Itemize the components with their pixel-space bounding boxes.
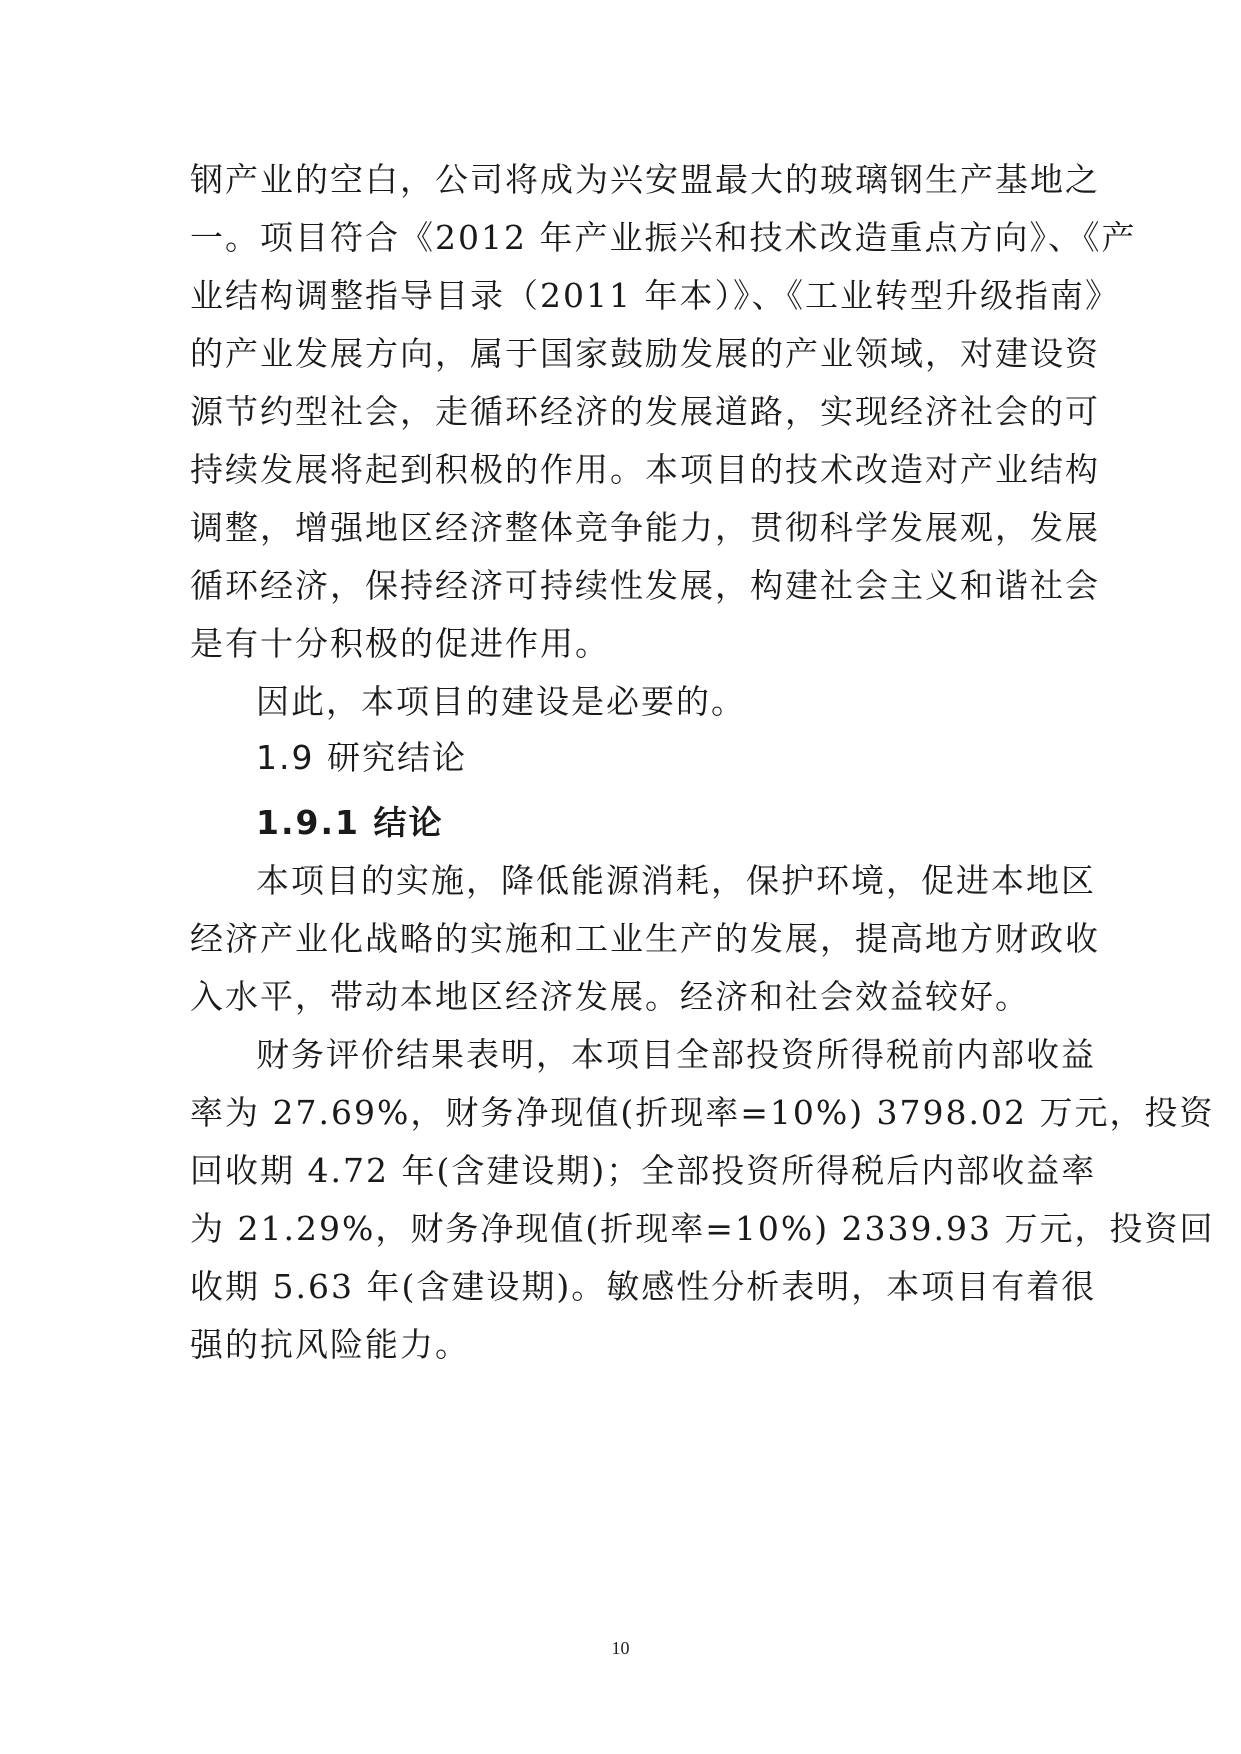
paragraph-1-line-3: 业结构调整指导目录（2011 年本）》、《工业转型升级指南》 [190,276,1120,315]
paragraph-4-line-3: 回收期 4.72 年(含建设期)；全部投资所得税后内部收益率 [190,1151,1097,1190]
paragraph-1-line-6: 持续发展将起到积极的作用。本项目的技术改造对产业结构 [190,450,1100,489]
paragraph-4-line-2: 率为 27.69%，财务净现值(折现率=10%) 3798.02 万元，投资 [190,1093,1215,1132]
paragraph-1-line-4: 的产业发展方向，属于国家鼓励发展的产业领域，对建设资 [190,334,1100,373]
paragraph-1-line-1: 钢产业的空白，公司将成为兴安盟最大的玻璃钢生产基地之 [190,160,1100,199]
paragraph-1-line-8: 循环经济，保持经济可持续性发展，构建社会主义和谐社会 [190,566,1100,605]
subsection-heading: 1.9.1 结论 [256,803,444,842]
paragraph-3-line-1: 本项目的实施，降低能源消耗，保护环境，促进本地区 [256,861,1096,900]
paragraph-4-line-5: 收期 5.63 年(含建设期)。敏感性分析表明，本项目有着很 [190,1267,1097,1306]
paragraph-1-line-2: 一。项目符合《2012 年产业振兴和技术改造重点方向》、《产 [190,218,1137,257]
paragraph-4-line-4: 为 21.29%，财务净现值(折现率=10%) 2339.93 万元，投资回 [190,1209,1215,1248]
paragraph-1-line-5: 源节约型社会，走循环经济的发展道路，实现经济社会的可 [190,392,1100,431]
page-number: 10 [611,1638,630,1658]
paragraph-1-line-9: 是有十分积极的促进作用。 [190,624,610,663]
paragraph-4-line-6: 强的抗风险能力。 [190,1325,470,1364]
paragraph-2: 因此，本项目的建设是必要的。 [256,682,746,721]
paragraph-3-line-2: 经济产业化战略的实施和工业生产的发展，提高地方财政收 [190,919,1100,958]
paragraph-4-line-1: 财务评价结果表明，本项目全部投资所得税前内部收益 [256,1035,1096,1074]
paragraph-1-line-7: 调整，增强地区经济整体竞争能力，贯彻科学发展观，发展 [190,508,1100,547]
paragraph-3-line-3: 入水平，带动本地区经济发展。经济和社会效益较好。 [190,977,1030,1016]
section-heading: 1.9 研究结论 [256,738,467,777]
